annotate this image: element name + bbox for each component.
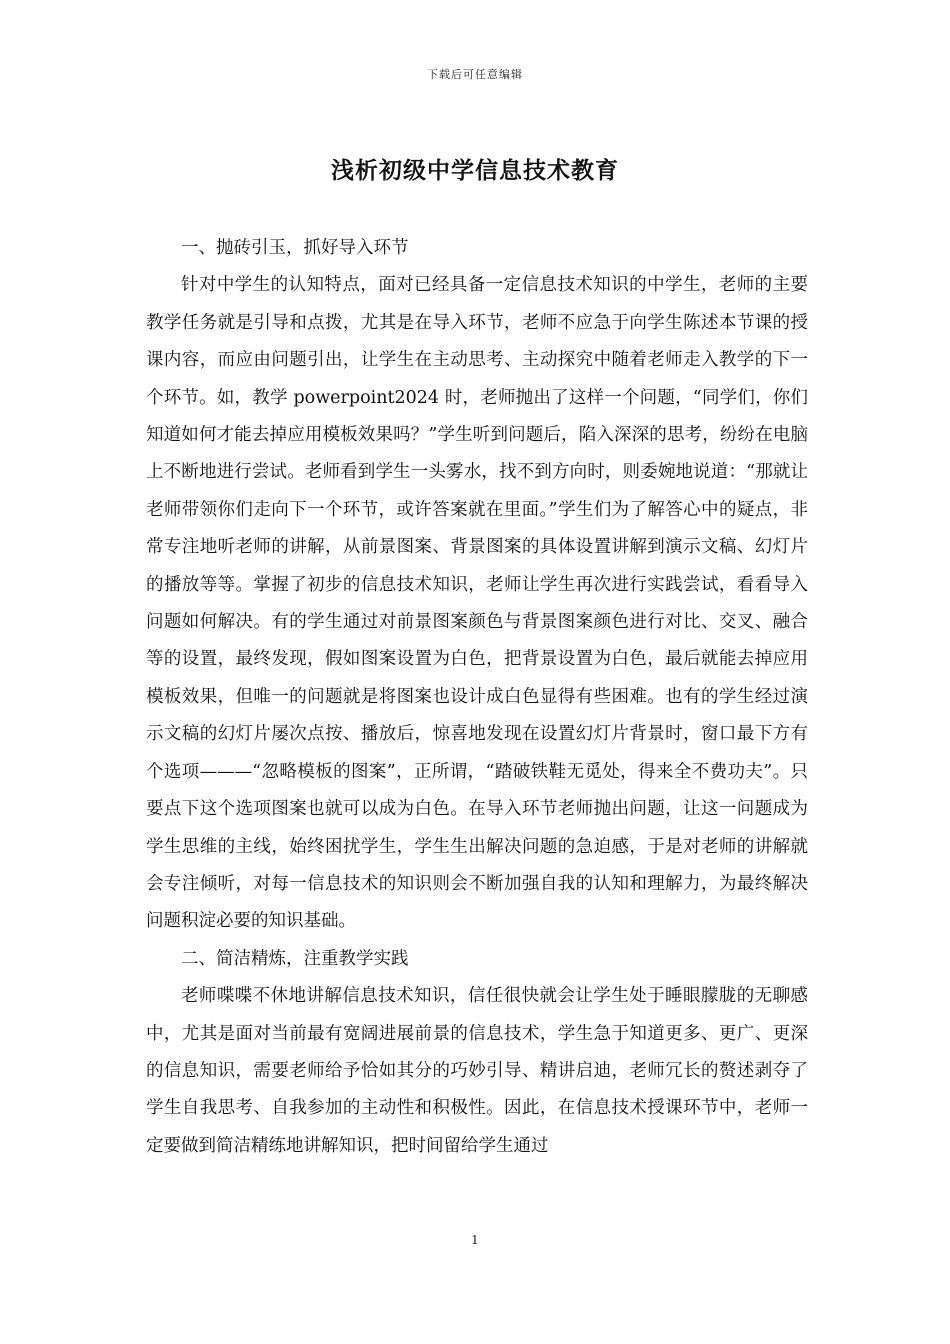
document-title: 浅析初级中学信息技术教育 [331,158,619,184]
header-note: 下载后可任意编辑 [427,68,523,81]
body-paragraph: 老师喋喋不休地讲解信息技术知识，信任很快就会让学生处于睡眼朦胧的无聊感中，尤其是面对当前最有宽阔进展前景的信息技术，学生急于知道更多、更广、更深的信息知识，需要老师给予恰如其分的巧妙引导、精讲启迪，老师冗长的赘述剥夺了学生自我思考、自我参加的主动性和积极性。因此，在信息技术授课环节中，老师一定要做到简洁精练地讲解知识，把时间留给学生通过 [146,986,808,1156]
document-body [146,230,808,1165]
section-heading: 一、抛砖引玉，抓好导入环节 [181,238,409,258]
body-paragraph: 针对中学生的认知特点，面对已经具备一定信息技术知识的中学生，老师的主要教学任务就是引导和点拨，尤其是在导入环节，老师不应急于向学生陈述本节课的授课内容，而应由问题引出，让学生在主动思考、主动探究中随着老师走入教学的下一个环节。如，教学 powerpoint2024 时，老师抛出了这样一个问题，“同学们，你们知道如何才能去掉应用模板效果吗？”学生听到问题后，陷入深深的思考，纷纷在电脑上不断地进行尝试。老师看到学生一头雾水，找不到方向时，则委婉地说道：“那就让老师带领你们走向下一个环节，或许答案就在里面。”学生们为了解答心中的疑点，非常专注地听老师的讲解，从前景图案、背景图案的具体设置讲解到演示文稿、幻灯片的播放等等。掌握了初步的信息技术知识，老师让学生再次进行实践尝试，看看导入问题如何解决。有的学生通过对前景图案颜色与背景图案颜色进行对比、交叉、融合等的设置，最终发现，假如图案设置为白色，把背景设置为白色，最后就能去掉应用模板效果，但唯一的问题就是将图案也设计成白色显得有些困难。也有的学生经过演示文稿的幻灯片屡次点按、播放后，惊喜地发现在设置幻灯片背景时，窗口最下方有个选项———“忽略模板的图案”，正所谓，“踏破铁鞋无觅处，得来全不费功夫”。只要点下这个选项图案也就可以成为白色。在导入环节老师抛出问题，让这一问题成为学生思维的主线，始终困扰学生，学生生出解决问题的急迫感，于是对老师的讲解就会专注倾听，对每一信息技术的知识则会不断加强自我的认知和理解力，为最终解决问题积淀必要的知识基础。 [146,275,808,932]
section-heading: 二、简洁精炼，注重教学实践 [181,948,409,969]
page-number: 1 [471,1233,479,1247]
